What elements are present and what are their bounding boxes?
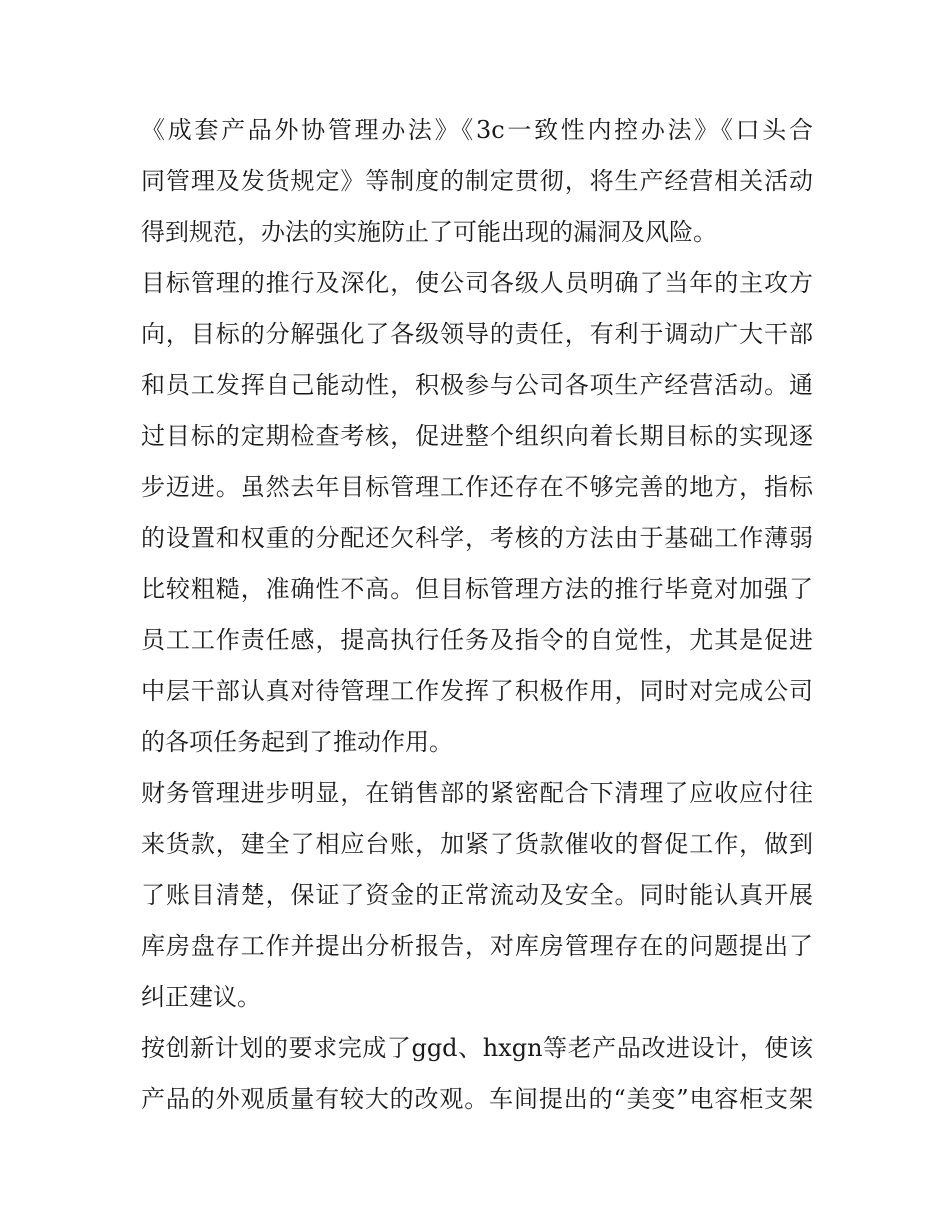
paragraph-financial-management bbox=[141, 768, 813, 1023]
text-line: 了账目清楚，保证了资金的正常流动及安全。同时能认真开展 bbox=[141, 881, 813, 909]
text-line: 库房盘存工作并提出分析报告，对库房管理存在的问题提出了 bbox=[141, 932, 813, 960]
text-line: 的各项任务起到了推动作用。 bbox=[141, 728, 453, 756]
document-body bbox=[141, 105, 813, 1125]
text-line: 《成套产品外协管理办法》《3c一致性内控办法》《口头合 bbox=[141, 116, 813, 144]
paragraph-innovation-plan bbox=[141, 1023, 813, 1125]
text-line: 财务管理进步明显，在销售部的紧密配合下清理了应收应付往 bbox=[141, 779, 813, 807]
text-line: 步迈进。虽然去年目标管理工作还存在不够完善的地方，指标 bbox=[141, 473, 813, 501]
text-line: 产品的外观质量有较大的改观。车间提出的“美变”电容柜支架 bbox=[141, 1085, 813, 1113]
text-line: 得到规范，办法的实施防止了可能出现的漏洞及风险。 bbox=[141, 218, 717, 246]
text-line: 员工工作责任感，提高执行任务及指令的自觉性，尤其是促进 bbox=[141, 626, 813, 654]
text-line: 纠正建议。 bbox=[141, 983, 261, 1011]
text-line: 的设置和权重的分配还欠科学，考核的方法由于基础工作薄弱 bbox=[141, 524, 813, 552]
text-line: 目标管理的推行及深化，使公司各级人员明确了当年的主攻方 bbox=[141, 269, 813, 297]
text-line: 向，目标的分解强化了各级领导的责任，有利于调动广大干部 bbox=[141, 320, 813, 348]
text-line: 来货款，建全了相应台账，加紧了货款催收的督促工作，做到 bbox=[141, 830, 813, 858]
text-line: 中层干部认真对待管理工作发挥了积极作用，同时对完成公司 bbox=[141, 677, 813, 705]
text-line: 和员工发挥自己能动性，积极参与公司各项生产经营活动。通 bbox=[141, 371, 813, 399]
paragraph-management-rules bbox=[141, 105, 813, 258]
text-line: 同管理及发货规定》等制度的制定贯彻，将生产经营相关活动 bbox=[141, 167, 813, 195]
text-line: 过目标的定期检查考核，促进整个组织向着长期目标的实现逐 bbox=[141, 422, 813, 450]
text-line: 按创新计划的要求完成了ggd、hxgn等老产品改进设计，使该 bbox=[141, 1034, 813, 1062]
text-line: 比较粗糙，准确性不高。但目标管理方法的推行毕竟对加强了 bbox=[141, 575, 813, 603]
paragraph-target-management bbox=[141, 258, 813, 768]
